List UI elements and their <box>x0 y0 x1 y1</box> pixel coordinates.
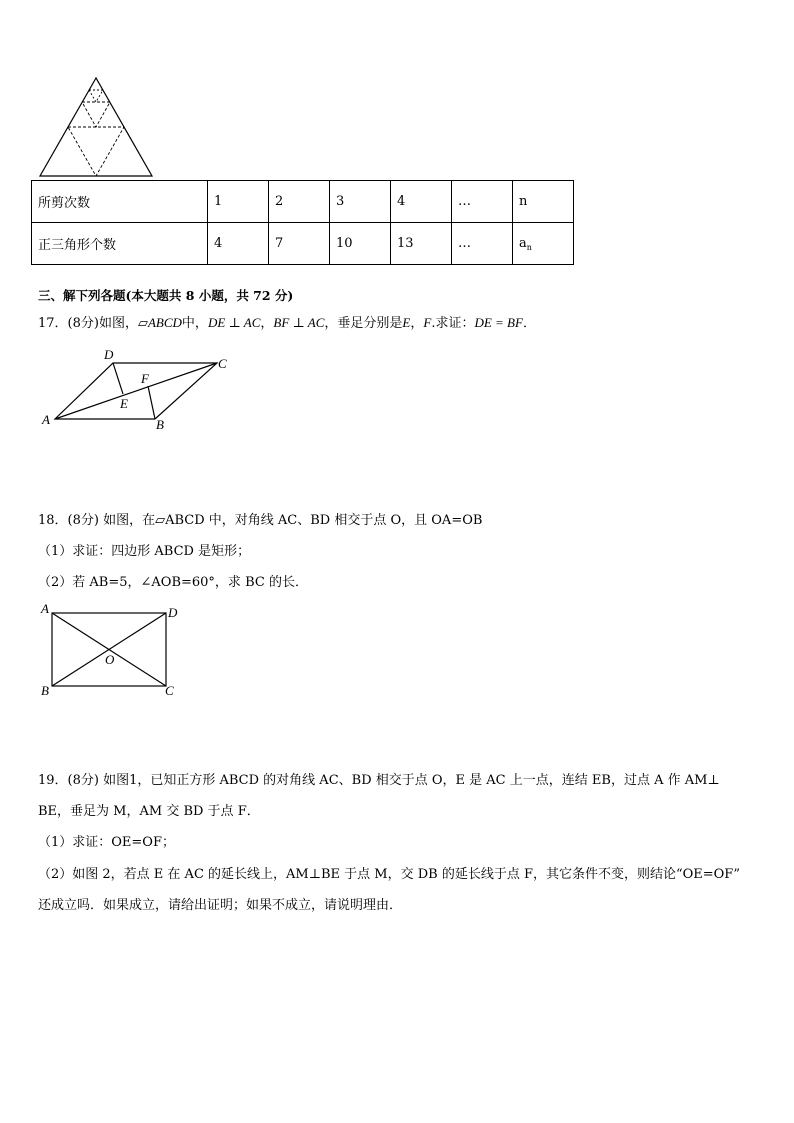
label-b: B <box>41 683 49 698</box>
segment-bf <box>148 386 155 419</box>
diagonal-ac <box>55 363 217 419</box>
q17-text: ，垂足分别是 <box>324 316 403 331</box>
table-cell: 10 <box>330 223 391 265</box>
table-cell: 4 <box>208 223 269 265</box>
table-cell: n <box>513 181 574 223</box>
label-a: A <box>41 601 49 616</box>
q18-line-1: 18．(8分) 如图，在▱ABCD 中，对角线 AC、BD 相交于点 O，且 OA=OB <box>38 513 483 528</box>
table-cell-a-n <box>513 223 574 265</box>
q18-rectangle-figure <box>38 602 188 702</box>
q17-math: F <box>423 315 432 330</box>
table-cell: 7 <box>269 223 330 265</box>
q19-line-5: 还成立吗．如果成立，请给出证明；如果不成立，请说明理由． <box>38 898 403 913</box>
table-cell: … <box>452 181 513 223</box>
label-a: A <box>42 412 50 427</box>
row-header-cut-count: 所剪次数 <box>32 181 208 223</box>
table-row <box>32 181 574 223</box>
label-c: C <box>165 683 174 698</box>
label-b: B <box>156 417 164 432</box>
label-d: D <box>168 605 178 620</box>
q17-text: ， <box>410 316 424 331</box>
q19-line-2: BE，垂足为 M，AM 交 BD 于点 F． <box>38 804 260 819</box>
table-cell: 13 <box>391 223 452 265</box>
table-cell: 3 <box>330 181 391 223</box>
a-n-base: a <box>519 235 527 251</box>
q19-line-3: （1）求证：OE=OF； <box>38 835 175 850</box>
label-f: F <box>141 371 149 386</box>
q17-text: ． <box>522 316 536 331</box>
row-header-triangle-count: 正三角形个数 <box>32 223 208 265</box>
label-d: D <box>104 347 114 362</box>
table-cell: 1 <box>208 181 269 223</box>
q17-parallelogram-figure <box>38 346 238 436</box>
q17-text: 中， <box>181 316 208 331</box>
triangle-cutting-figure <box>38 76 156 180</box>
section-heading: 三、解下列各题(本大题共 8 小题，共 72 分) <box>38 288 294 303</box>
q17-math: ABCD <box>147 315 182 330</box>
q17-math: BF ⊥ AC <box>273 315 325 330</box>
cut-lines-level-2 <box>82 102 110 127</box>
a-n-subscript: n <box>526 242 532 252</box>
label-e: E <box>120 396 128 411</box>
segment-de <box>113 363 123 394</box>
table-cell: 4 <box>391 181 452 223</box>
table-cell: 2 <box>269 181 330 223</box>
q18-line-3: （2）若 AB=5，∠AOB=60°，求 BC 的长． <box>38 575 308 590</box>
q17-text: ， <box>260 316 274 331</box>
q17-text: 如图，▱ <box>98 316 148 331</box>
q17-number: 17．(8分) <box>38 316 99 331</box>
q17-math: E <box>402 315 411 330</box>
question-17 <box>38 315 536 332</box>
q17-math: DE = BF <box>474 315 523 330</box>
q19-line-1: 19．(8分) 如图1，已知正方形 ABCD 的对角线 AC、BD 相交于点 O，E 是 AC 上一点，连结 EB，过点 A 作 AM⊥ <box>38 773 720 788</box>
label-o: O <box>105 652 115 667</box>
table-row <box>32 223 574 265</box>
cut-lines-level-1 <box>68 127 124 176</box>
q18-line-2: （1）求证：四边形 ABCD 是矩形； <box>38 544 251 559</box>
cut-lines-level-3 <box>89 90 103 102</box>
sequence-table <box>31 180 574 265</box>
table-cell: … <box>452 223 513 265</box>
q19-line-4: （2）如图 2，若点 E 在 AC 的延长线上，AM⊥BE 于点 M，交 DB 的延长线于点 F，其它条件不变，则结论“OE=OF” <box>38 867 740 882</box>
q17-text: .求证： <box>431 316 475 331</box>
q17-math: DE ⊥ AC <box>207 315 261 330</box>
label-c: C <box>218 356 227 371</box>
